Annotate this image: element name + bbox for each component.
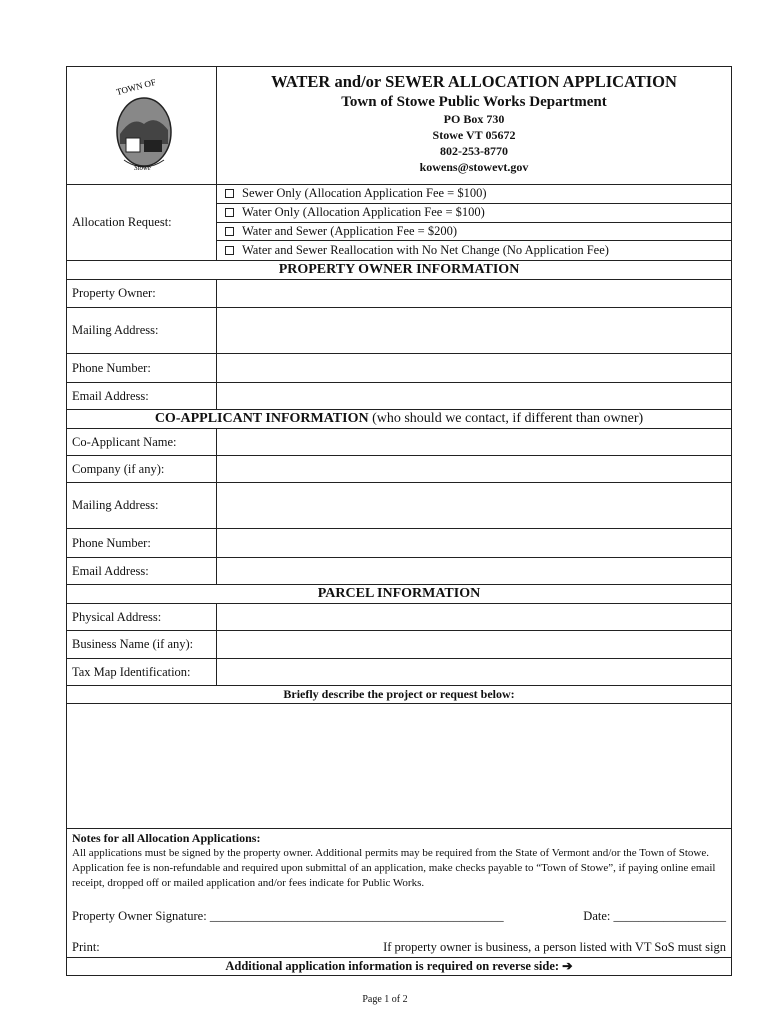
field-coapplicant-name [67,429,731,456]
field-label: Tax Map Identification: [67,659,217,685]
field-company [67,456,731,483]
field-label: Phone Number: [67,529,217,557]
field-input[interactable] [217,529,731,557]
svg-text:TOWN OF: TOWN OF [114,76,157,97]
notes-title: Notes for all Allocation Applications: [72,831,261,845]
field-input[interactable] [217,483,731,528]
notes [67,829,731,891]
field-input[interactable] [217,604,731,630]
parcel-section-heading: PARCEL INFORMATION [67,585,731,604]
field-phone [67,354,731,383]
field-email [67,383,731,410]
allocation-label: Allocation Request: [67,185,217,260]
field-physical-address [67,604,731,631]
checkbox-icon[interactable] [225,189,234,198]
field-label: Business Name (if any): [67,631,217,658]
field-mailing-address [67,308,731,354]
field-input[interactable] [217,631,731,658]
field-label: Email Address: [67,383,217,409]
notes-body: All applications must be signed by the property owner. Additional permits may be required from the State of Vermont and/or the Town of Stowe. Application fee is non-refundable and required upon submittal of an application, make checks payable to “Town of Stowe”, if paying online email receipt, dropped off or mailed application and/or fees indicate for Public Works. [72,847,716,889]
option-water-and-sewer[interactable] [217,223,731,242]
field-input[interactable] [217,308,731,353]
field-input[interactable] [217,383,731,409]
option-label: Sewer Only (Allocation Application Fee = $100) [242,186,487,201]
town-seal-logo [67,67,217,184]
field-property-owner [67,280,731,308]
page-number: Page 1 of 2 [362,994,408,1005]
business-sign-note: If property owner is business, a person listed with VT SoS must sign [383,940,726,954]
field-input[interactable] [217,354,731,382]
coapplicant-section-heading [67,410,731,429]
field-label: Mailing Address: [67,308,217,353]
option-reallocation[interactable] [217,241,731,260]
checkbox-icon[interactable] [225,227,234,236]
owner-signature-field[interactable]: Property Owner Signature: _______________________________________________ [72,909,504,923]
option-label: Water Only (Allocation Application Fee = $100) [242,205,485,220]
field-input[interactable] [217,659,731,685]
field-label: Mailing Address: [67,483,217,528]
field-coapplicant-email [67,558,731,585]
field-label: Email Address: [67,558,217,584]
signature-line [67,891,731,924]
form-title: WATER and/or SEWER ALLOCATION APPLICATION [271,72,677,91]
city: Stowe VT 05672 [432,128,516,142]
field-label: Company (if any): [67,456,217,482]
town-seal-icon [106,74,178,178]
field-input[interactable] [217,280,731,307]
field-business-name [67,631,731,659]
coapplicant-heading-note: (who should we contact, if different than owner) [372,411,644,426]
print-field[interactable]: Print: [72,940,100,954]
notes-block [67,828,731,975]
field-tax-map-id [67,659,731,686]
field-input[interactable] [217,558,731,584]
description-textarea[interactable] [67,704,731,828]
field-coapplicant-mailing [67,483,731,529]
option-label: Water and Sewer Reallocation with No Net Change (No Application Fee) [242,243,609,258]
allocation-request-row [67,185,731,261]
checkbox-icon[interactable] [225,246,234,255]
checkbox-icon[interactable] [225,208,234,217]
additional-info-note: Additional application information is required on reverse side: ➔ [225,959,573,973]
header-text [217,67,731,184]
description-heading: Briefly describe the project or request below: [67,686,731,704]
option-water-only[interactable] [217,204,731,223]
svg-text:Stowe: Stowe [133,163,151,172]
department-name: Town of Stowe Public Works Department [341,94,607,110]
phone: 802-253-8770 [440,144,508,158]
form-header [67,67,731,185]
allocation-options [217,185,731,260]
field-label: Property Owner: [67,280,217,307]
field-coapplicant-phone [67,529,731,558]
field-label: Co-Applicant Name: [67,429,217,455]
owner-section-heading: PROPERTY OWNER INFORMATION [67,261,731,280]
field-label: Phone Number: [67,354,217,382]
field-label: Physical Address: [67,604,217,630]
email: kowens@stowevt.gov [419,160,529,174]
date-field[interactable]: Date: __________________ [583,909,726,923]
option-sewer-only[interactable] [217,185,731,204]
print-line [67,924,731,958]
field-input[interactable] [217,456,731,482]
option-label: Water and Sewer (Application Fee = $200) [242,223,458,238]
field-input[interactable] [217,429,731,455]
application-form [66,66,732,976]
po-box: PO Box 730 [443,112,505,126]
coapplicant-heading: CO-APPLICANT INFORMATION [154,411,369,426]
